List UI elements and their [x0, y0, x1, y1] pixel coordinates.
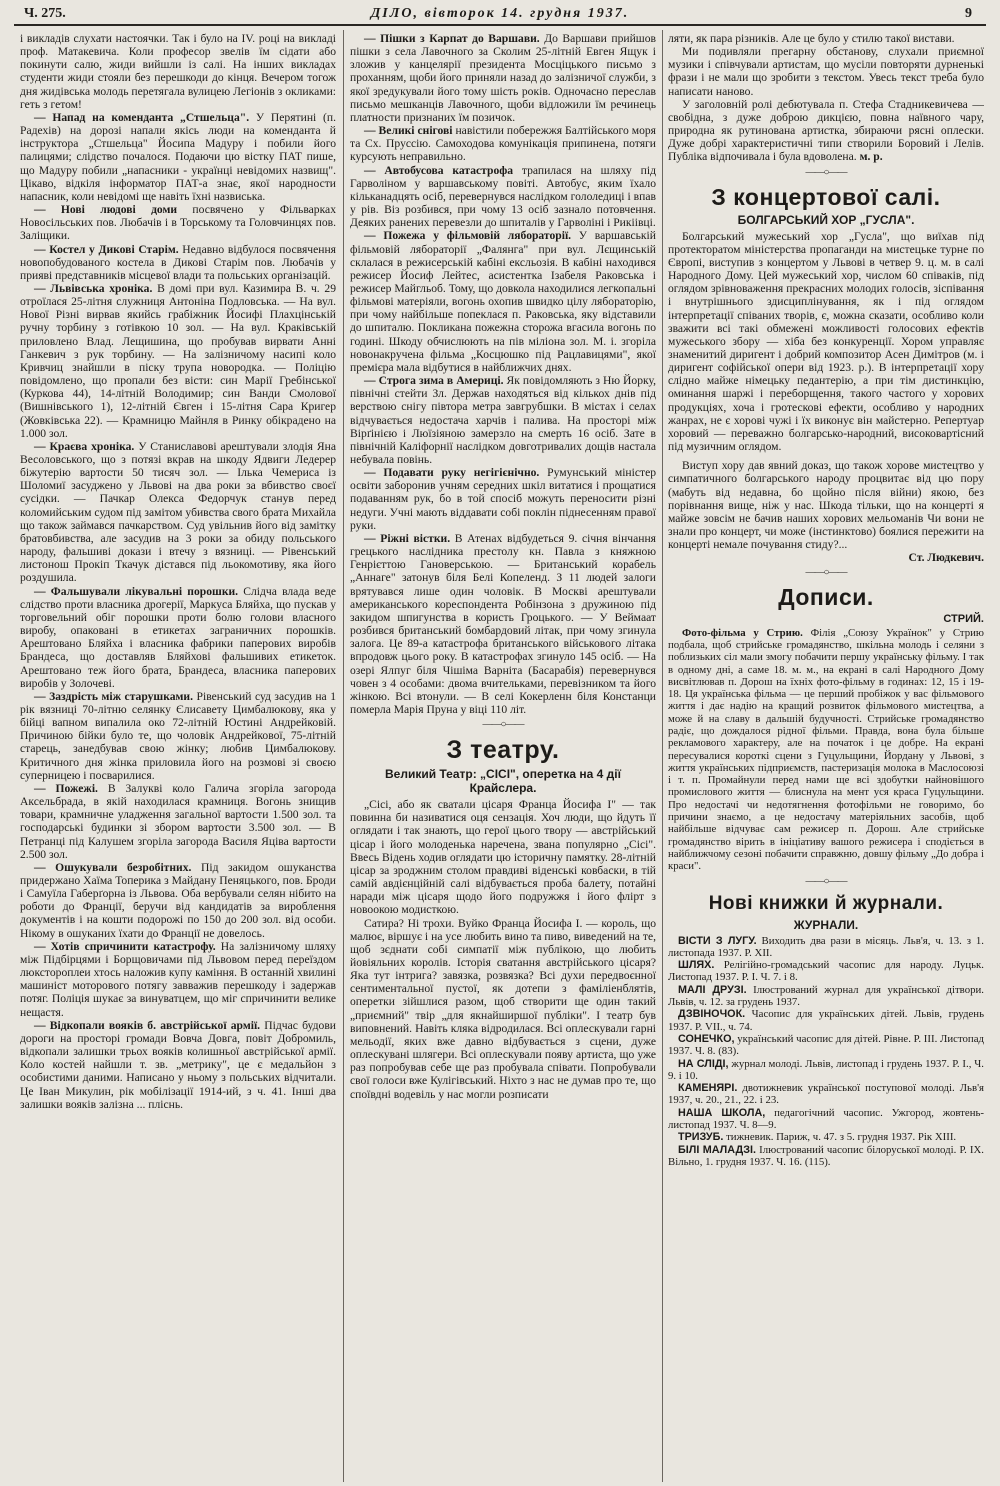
news-text: В Атенах відбудеться 9. січня вінчання грецького наслідника престолу кн. Павла з княжною Генрієттою Гановерською. — Британський корабель „Аннаге" затонув біля Белі Копеленд. З 11 людей залоги врятувався лише один чоловік. В Москві арештували американського кореспондента Робінзона з дружиною під закидом шпигунства в користь Гроцького. — У Веймаат розбився британський бомбардовий літак, при чому згинула залога. Це 89-а катастрофа британського військового літака впродовж цього року. В катастрофах згинуло 145 осіб. — На озері Ялпуг біля Чішіма Варніта (Басарабія) перевернувся човен з 4 особами: двома вчительками, перевізником та його жінкою. Всі втонули. — В селі Кокерленн біля Констанци померла Марія Пруна у віці 110 літ. — [350, 531, 656, 716]
review-paragraph: ляти, як пара різників. Але це було у стилю такої вистави. — [668, 32, 955, 45]
journal-details: Ілюстрований часопис білоруської молоді. Р. IX. Вільно, 1. грудня 1937. Ч. 16. (115). — [668, 1143, 984, 1168]
news-text: У Перятині (п. Радехів) на дорозі напали якісь люди на коменданта й інструктора „Стшельца" Йосипа Мадуру і побили його палицями; слідство почалося. Подаючи цю вістку ПАТ пише, що Мадуру побили „напасники - українці невідомих назвищ". Цікаво, відкіля інформатор ПАТ-а знає, якої народности напасник, коли невідомі ще навіть їхні назвиська. — [20, 110, 336, 203]
news-item — [668, 627, 984, 873]
journal-name: КАМЕНЯРІ. — [678, 1082, 738, 1095]
news-text: Недавно відбулося посвячення новопобудованого костела в Дикові Старім пов. Любачів у прияві представників місцевої влади та польських організацій. — [20, 242, 336, 282]
journal-name: БІЛІ МАЛАДЗІ. — [678, 1143, 757, 1156]
news-headline: — Автобусова катастрофа — [364, 163, 514, 177]
news-headline: Фото-фільма у Стрию. — [682, 626, 803, 639]
section-heading-theatre: З театру. — [446, 736, 560, 765]
news-item — [350, 164, 656, 230]
journal-list — [668, 935, 984, 1169]
news-headline: — Нові людові доми — [34, 203, 178, 217]
news-headline: — Великі снігові — [364, 124, 453, 138]
journal-details: Часопис для українських дітей. Львів, грудень 1937. Р. VII., ч. 74. — [668, 1008, 984, 1033]
news-item — [350, 532, 656, 716]
section-separator: ——○—— — [805, 567, 847, 579]
journal-entry — [668, 1144, 984, 1169]
news-item — [350, 374, 656, 466]
news-item — [20, 940, 336, 1019]
news-headline: — Пожежі. — [34, 781, 98, 795]
news-text: На залізничому шляху між Підбірцями і Борщовичами під Львовом перед переїздом люкстороплеи хтось наложив купу каміння. В останній хвилині машиніст моторового потягу завважив перешкоду і задержав потяг. Поліція шукає за винуватцем, що міг спричинити велике нещастя. — [20, 939, 336, 1019]
news-headline: — Ріжні вістки. — [364, 531, 451, 545]
news-text: Філія „Союзу Українок" у Стрию подбала, щоб стрийське громадянство, шкільна молодь і селяни з поблизьких сіл мали змогу побачити першу українську фільму. І так в одному дні, а саме 18. м. м., на екрані в салі Народного Дому висвітлював п. Дорош на їхніх фото-фільму в годинах: 12, 15 і 19-18. Ця українська фільма — це перший пробіжок у вас фільмового життя і дає надію на кращий розвиток фільмового мистецтва, а може й на славу в дальшій будучності. Стрийське громадянство радіє, що дождалося рідної фільми. Правда, вона була більше рекламового характеру, але на початок і це добре. На екрані пересувалися короткі сцени з Гуцульщини, Йордану у Львові, з життя українських підприємств, пастеризація молока в Маслосоюзі і т. п. Промайнули перед нами ще всі здобутки найновішого промислового життя — блиснула на мент уся краса Гуцульщини. Про недостачі чи недотягнення фотофільми не говоримо, бо причини знаємо, а це недостачу матеріяльних засобів, щоб найбільше відчуває сам режисер п. Дорош. Але стрийське громадянство вірить в ініціативу вашого режисера і сподіється в найближчому сезоні побачити справжню, довшу фільму „До добра і краси". — [668, 626, 984, 873]
journal-entry — [668, 1033, 984, 1058]
journal-entry — [668, 984, 984, 1009]
concert-signature: Ст. Людкевич. — [908, 551, 984, 565]
review-paragraph: Сатира? Ні трохи. Вуйко Франца Йосифа І. — король, що малює, віршує і на усе любить вино та пиво, виведений на те, щоб зєднати собі симпатії між публікою, що любить йовіяльних королів. Історія сватання австрійського цісаря? Яка тут інтрига? завязка, розвязка? Всі духи передвоєнної сентиментальної пустої, як дотепи з фаміліенблятів, оперетки зійшлися разом, щоб створити ще один такий „приємний" твір „для якнайширшої публіки". І театр був виповнений. Навіть кляка відродилася. Всі оплескували гарні мельодії, яких вже давно відбувається з сцени, дуже оплескувані шлягери. Всі оплескували появу артиста, що уже раз попробував себе ще раз пробувала співати. Попробували свої голоси вже Кулігівський. Ніхто з нас не думав про те, що споївдні водевіль у нас могли розписати — [350, 916, 656, 1101]
running-header — [14, 4, 986, 26]
journal-name: ТРИЗУБ. — [678, 1131, 724, 1144]
news-headline: — Краєва хроніка. — [34, 439, 135, 453]
journal-entry — [668, 1082, 984, 1107]
section-heading-books: Нові книжки й журнали. — [708, 892, 944, 914]
news-item — [20, 111, 336, 203]
journal-details: тижневик. Париж, ч. 47. з 5. грудня 1937. Рік XIII. — [723, 1131, 957, 1144]
news-headline: — Ошукували безробітних. — [34, 860, 192, 874]
section-separator: ——○—— — [805, 166, 847, 178]
review-paragraph — [668, 98, 984, 164]
column-2 — [350, 32, 656, 1480]
section-separator: ——○—— — [482, 719, 524, 731]
column-1 — [20, 32, 336, 1480]
news-headline: — Відкопали вояків б. австрійської армії. — [34, 1018, 261, 1032]
column-divider-1 — [343, 30, 344, 1482]
news-text: Як повідомляють з Ню Йорку, північні стейти Зл. Держав находяться від кількох днів під верствою снігу півтора метра завгрубшки. В містах і селах відчувається недостача харчів і палива. На просторі між Вірґінією і Люїзіяною замерзло на смерть 16 осіб. Зате в північній Каліфорнії наслідком довготривалих дощів настала небувала повінь. — [350, 374, 656, 466]
review-paragraph: Ми подивляли прегарну обстанову, слухали приємної музики і співчували артистам, що мусіли повторяти дурненькі фрази і не мали що зробити з текстом. Увесь текст треба було написати наново. — [668, 45, 984, 98]
concert-paragraph: Виступ хору дав явний доказ, що також хорове мистецтво у симпатичного болгарського народу процвитає від цю пору (мабуть від недавна, бо щойно після війни) якою, без порівнання вище, ніж у нас. Шкода тільки, що на концерті я майже зовсім не бачив наших хорових мельоманів Чи вони не знали про концерт, чи може (інстинктово) боялися пережити на концерті немале почування стиду?... — [668, 459, 984, 552]
newspaper-page — [14, 0, 986, 1486]
journal-name: НАША ШКОЛА, — [678, 1106, 766, 1119]
journal-name: ШЛЯХ. — [678, 959, 715, 972]
news-headline: — Пішки з Карпат до Варшави. — [364, 32, 540, 45]
journal-details: Ілюстрований журнал для української дітвори. Львів, ч. 12. за грудень 1937. — [668, 983, 984, 1009]
news-text: Підчас будови дороги на просторі громади Вовча Довга, повіт Добромиль, відкопали залишки трьох вояків колишньої австрійської армії. Коло костей найшли т. зв. „метрику", це є медальйон з особистими даними. Написано у ньому з польських відчитали. Це Іван Микулин, рік мобілізації 1914-ий, з ч. 41. Інші два залишки вояків залізна ... пліснь. — [20, 1018, 336, 1111]
journal-entry — [668, 935, 984, 960]
section-separator: ——○—— — [805, 875, 847, 887]
paper-title-date: ДІЛО, вівторок 14. грудня 1937. — [370, 6, 630, 21]
journal-entry — [668, 1131, 984, 1143]
news-headline: — Строга зима в Америці. — [364, 374, 504, 388]
concert-paragraph: Болгарський мужеський хор „Гусла", що виїхав під протекторатом міністерства пропаганди на мистецьке турне по Європі, виступив з концертом у Львові в четвер 9. ц. м. в салі Народного Дому. Цей мужеський хор, числом 60 співаків, під оглядом зрівноваження прекрасних молодих голосів, зіспівання і внутрішнього здисциплінування, як і під оглядом інтерпретації співаних творів, є, можна сказати, особливо коли зважити всі такі обмежені можливості голосових ефектів мужеського збору — хіба без конкуренції. Хором управляє знаменитий диригент і добрий композитор Асен Димітров (м. і диригент софійської опери від 1923. р.). В інтерпретації хору слідно майже німецьку педантерію, а при тім дистинкцію, оминання шаржі і переборщення, такого частого у хорових продукціях, хоча і гротескові ефекти, особливо у народних жанрах, не є хорові чужі і їх виконує він майстерно. Репертуар хоровий — переважно болгарсько-народний, високовартісний під музичним оглядом. — [668, 229, 984, 454]
news-headline: — Костел у Дикові Старім. — [34, 242, 179, 256]
news-item — [20, 690, 336, 782]
news-headline: — Львівська хроніка. — [34, 281, 153, 295]
journal-entry — [668, 959, 984, 984]
news-text: До Варшави прийшов пішки з села Лавочного за Сколим 25-літній Евген Ящук і зложив у канцелярії президента Мосціцького письмо з проханням, щоби його приняли назад до залізничої служби, з якої зредукували його тому шість років. Одночасно переслав письмо мешканців Лавочного, щоби відложили їм речинець платности признаних їм позичок. — [350, 32, 656, 124]
news-item — [350, 124, 656, 163]
news-headline: — Напад на коменданта „Стшельца". — [34, 110, 250, 124]
column-divider-2 — [662, 30, 663, 1482]
news-headline: — Заздрість між старушками. — [34, 689, 193, 703]
theatre-subheading: Великий Театр: „СІСІ", оперетка на 4 дії Крайслера. — [385, 767, 621, 796]
column-3 — [668, 32, 984, 1480]
news-text: В домі при вул. Казимира В. ч. 29 отроїлася 25-літня служниця Антоніна Подловська. — На вул. Нової Різні вирвав якийсь грабіжник Йосифі Плахцінській ручну торбину з готівкою 10 зол. — На вул. Краківській приловлено Влад. Лещишина, що пробував вирвати Анні Ганкевич з рук торбину. — На залізничому насипі коло Кривчиц знайшли в піску трупа новородка. — Поліцію повідомлено, що пропали без вісти: син Марії Гребінської (Куркова 44), 14-літній Володимир; син Ванди Смолової (Вишнівського 1), 12-літній Євген і 15-літня Сара Кригер (Жовківська 22). — Крамницю Майнля в Ринку обікрадено на 1.000 зол. — [20, 281, 336, 440]
journal-entry — [668, 1107, 984, 1132]
news-item — [20, 1019, 336, 1111]
news-item — [20, 203, 336, 242]
journal-name: ВІСТИ З ЛУГУ. — [678, 934, 757, 947]
journal-details: Виходить два рази в місяць. Льв'я, ч. 13. з 1. листопада 1937. Р. XII. — [668, 934, 984, 959]
journal-details: Релігійно-громадський часопис для народу. Луцьк. Листопад 1937. Р. І. Ч. 7. і 8. — [668, 959, 984, 984]
journal-name: МАЛІ ДРУЗІ. — [678, 983, 747, 996]
news-item — [20, 243, 336, 282]
news-item — [20, 282, 336, 440]
news-text: посвячено у Фільварках Новосільських пов. Любачів і в Торському та Головчинцях пов. Заліщики. — [20, 203, 336, 243]
section-heading-dopysy: Дописи. — [778, 584, 874, 611]
news-text: У варшавській фільмовій лябораторії „Фалянга" при вул. Лєщинській склалася в режисерській кабіні ексльозія. В кабіні находився режисер Йосиф Лейтес, асистентка Ізабеля Раковська і режисер Майгльоб. Тому, що довкола находилися легкопальні фільмові матеріяли, вогонь охопив швидко цілу лябораторію, при чому найбільше попеклася п. Раковська, яку відставили до шпиталю. Покликана пожежна сторожа вгасила вогонь по годині. Шкоду обчислюють на пів міліона зол. М. і. згоріла новонакручена фільма „Косцюшко під Рацлавицями", якої премієра мала відбутися в найближчих днях. — [350, 229, 656, 374]
news-text: навістили побережжя Балтійського моря та Сх. Пруссію. Самоходова комунікація припинена, потяги курсують неправильно. — [350, 124, 656, 164]
issue-number: Ч. 275. — [24, 6, 66, 21]
journal-details: український часопис для дітей. Рівне. Р. ІІІ. Листопад 1937. Ч. 8. (83). — [668, 1032, 984, 1058]
journal-entry — [668, 1058, 984, 1083]
dopysy-place: СТРИЙ. — [943, 613, 984, 626]
news-item — [20, 585, 336, 690]
journal-name: ДЗВІНОЧОК. — [678, 1008, 746, 1021]
books-subheading: ЖУРНАЛИ. — [793, 917, 859, 932]
news-headline: — Пожежа у фільмовій лябораторії. — [364, 229, 572, 243]
review-text: У заголовній ролі дебютувала п. Стефа Стадникевичева — свобідна, з дуже доброю дикцією, повна наївного чару, природна як рутинована артистка, збираючи рясні оплески. Дуже добрі характеристичні типи створили Боровий і Лелів. Публіка відпочивала і була вдоволена. — [668, 97, 984, 164]
news-item — [350, 229, 656, 374]
news-item — [350, 466, 656, 532]
news-text: Рівенський суд засудив на 1 рік вязниці 70-літню селянку Єлисавету Цимбалюкову, яка у бійці вапном випалила око 72-літній Юстині Андрейковій. Причиною бійки було те, що чоловік Андрейкової, 75-літній старець, занедбував свою жінку; любив Цимбалюкову. Критичного дня жінка приловила його на розмові зі своєю суперницею і посварилися. — [20, 689, 336, 782]
journal-details: двотижневик української поступової молоді. Льв'я 1937, ч. 20., 21., 22. і 23. — [668, 1082, 984, 1107]
news-text: трапилася на шляху під Гарволіном у варшавському повіті. Автобус, яким їхало кільканадцять осіб, перевернувся наслідком гололедиці і впав у рів. Віз розбився, при чому 13 осіб зазнало потовчення. Деяких ранених перевезли до шпиталів у Гарволіні і Рикіівці. — [350, 163, 656, 230]
journal-entry — [668, 1008, 984, 1033]
news-headline: — Хотів спричинити катастрофу. — [34, 939, 216, 953]
page-number: 9 — [965, 6, 972, 21]
news-text: Під закидом ошуканства придержано Хаїма Топерика з Майдану Пеняцького, пов. Броди і Самуїла Габерґорна із Львова. Оба вербували селян нібито на роботи до Франції, беручи від кандидатів за вироблення документів і на кошти подорожі по 150 до 200 зол. від особи. Нікому в ошуканих їхати до Франції не довелось. — [20, 860, 336, 940]
news-headline: — Фальшували лікувальні порошки. — [34, 584, 239, 598]
journal-name: СОНЕЧКО, — [678, 1032, 735, 1045]
news-item — [20, 440, 336, 585]
review-signature: м. р. — [859, 150, 883, 164]
news-item — [20, 782, 336, 861]
journal-name: НА СЛІДІ, — [678, 1057, 729, 1070]
news-text: В Залукві коло Галича згоріла загорода Аксельбрада, в якій находилася крамниця. Вогонь знищив товари, крамничне уладження загальної вартости 1.500 зол. та господарські будинки зі збором вартости 3.500 зол. — В Петранці під Калушем згоріла загорода Василя Яціва вартости 2.500 зол. — [20, 781, 336, 861]
journal-details: журнал молоді. Львів, листопад і грудень 1937. Р. І., Ч. 9. і 10. — [668, 1057, 984, 1082]
news-item — [20, 861, 336, 940]
concert-subheading: БОЛГАРСЬКИЙ ХОР „ГУСЛА". — [737, 212, 915, 227]
section-heading-concert: З концертової салі. — [711, 183, 941, 210]
news-headline: — Подавати руку негігієнічно. — [364, 466, 540, 480]
news-text: Румунський міністер освіти заборонив учням середних шкіл витатися і прощатися подаванням рук, бо в той спосіб можуть переносити різні недуги. Учні мають віддавати собі поклін піднесенням правої руки. — [350, 466, 656, 532]
news-text: Слідча влада веде слідство проти власника дрогерії, Маркуса Бляйха, що пускав у торговельний обіг порошки проти болю голови власного виробу, опаковані в етикетах заграничних порошків. Арештовано Бляйха і власника фабрики паперових виробів Брандеса, що доставляв Бляйхові фальшивих етикеток. Арештовано теж його брата, Брандеса, власника паперових виробів у Золочеві. — [20, 584, 336, 690]
journal-details: педагогічний часопис. Ужгород, жовтень-листопад 1937. Ч. 8—9. — [668, 1106, 984, 1132]
continued-paragraph: і викладів слухати настоячки. Так і було на IV. році на викладі проф. Матакевича. Коли професор звелів їм сідати або покинути салю, жиди вийшли із салі. На інших викладах студенти жиди стояли без перешкоди до кінця. Вечером тогож дня жидівська молодь перетягала вулицею Легіонів з окликами: геть з гетом! — [20, 32, 336, 111]
news-item — [350, 32, 656, 124]
news-text: У Станиславові арештували злодія Яна Весоловського, що з потязі вкрав на шкоду Ядвиги Ледерер біжутерію вартости 50 тисяч зол. — Ілька Чемериса із Шоломиї засуджено у Львові на два роки за вбивство своєї сусідки. — Пачкар Олекса Федорчук станув перед коломийським судом під замітом убивства свого брата Михайла що також займався пачкарством. Суд увільнив його від замітку братовбивства, але засудив на 3 роки за обиду польського народу, фальшиві докази і втечу з вязниці. — Рівенський листонош Прокіп Ткачук дістався під льокомотиву, яка його роздушила. — [20, 439, 336, 585]
review-paragraph: „Сісі, або як сватали цісаря Франца Йосифа І" — так повинна би називатися оця сензація. Хоч люди, що йдуть її оглядати і так знають, що герої цього твору — австрійський цісар і його молоденька наречена, звана популярно „Сісі". Ввесь Відень ходив оглядати цю історичну памятку. 28-літній цісар за зроджним столом правдиві віденські ковбаски, в тій самій авдієнційній салі відбувається проба балету, потайні наради між цісаря щодо його подружжя і його флірт з новоокою модисткою. — [350, 798, 656, 917]
